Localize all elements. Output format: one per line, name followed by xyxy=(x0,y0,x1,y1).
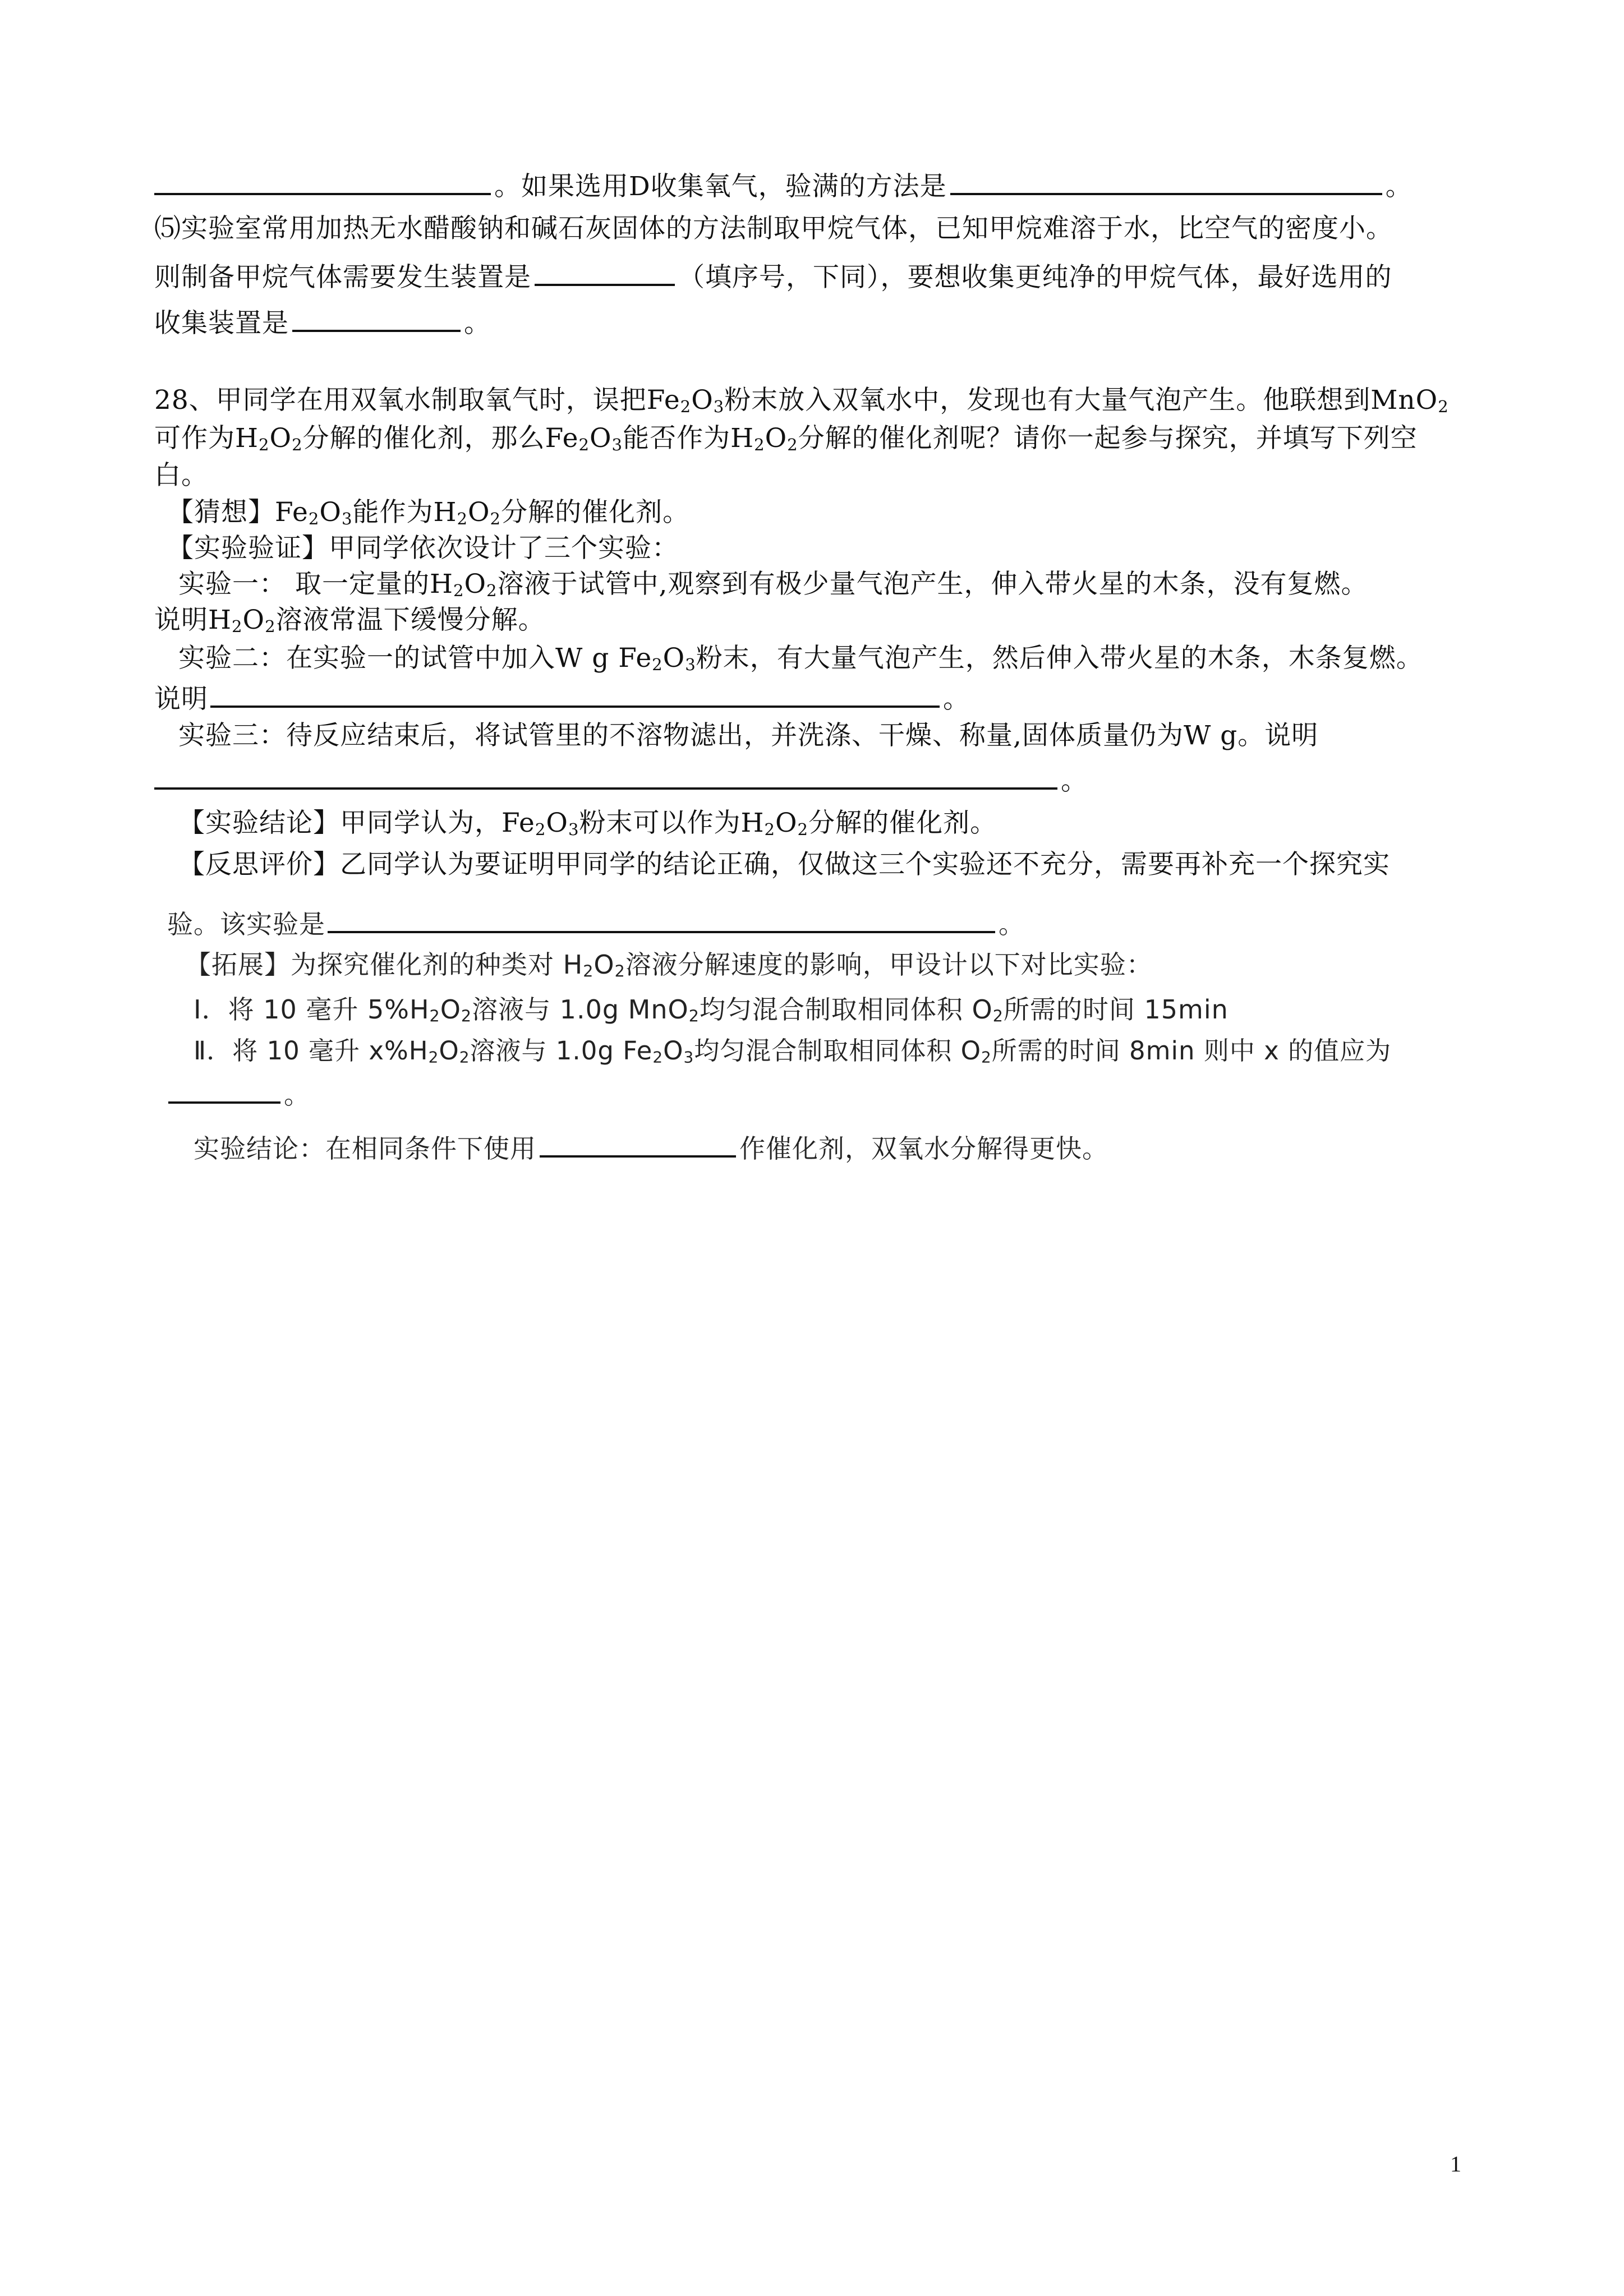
q28-exp-i: Ⅰ．将 10 毫升 $5\%H_2O_2$溶液与 1.0g MnO$_2$均匀混合制取相同体积 $O_2$所需的时间 15min xyxy=(194,994,1229,1026)
answer-blank[interactable] xyxy=(210,679,940,708)
answer-blank[interactable] xyxy=(292,303,461,332)
q27-line-2: ⑸实验室常用加热无水醋酸钠和碱石灰固体的方法制取甲烷气体，已知甲烷难溶于水，比空气的密度小。 xyxy=(154,213,1393,244)
q27-line-3: 则制备甲烷气体需要发生装置是 （填序号，下同），要想收集更纯净的甲烷气体，最好选用的 xyxy=(154,257,1392,294)
q28-final: 实验结论：在相同条件下使用 作催化剂，双氧水分解得更快。 xyxy=(194,1128,1108,1165)
answer-blank[interactable] xyxy=(535,257,675,286)
q28-expand: 【拓展】为探究催化剂的种类对 $H_2O_2$溶液分解速度的影响，甲设计以下对比实验： xyxy=(185,949,1153,981)
page-number: 1 xyxy=(1450,2151,1461,2177)
q28-intro-3: 白。 xyxy=(154,460,208,491)
q28-intro-1: 28、甲同学在用双氧水制取氧气时，误把$Fe_2O_3$粉末放入双氧水中，发现也有大量气泡产生。他联想到MnO$_2$ xyxy=(154,385,1449,416)
q28-exp2-b: 说明 。 xyxy=(154,679,970,716)
answer-blank[interactable] xyxy=(168,1075,280,1104)
q28-exp3-a: 实验三：待反应结束后，将试管里的不溶物滤出，并洗涤、干燥、称量,固体质量仍为W g。说明 xyxy=(178,720,1319,751)
q28-exp1-a: 实验一： 取一定量的$H_2O_2$溶液于试管中,观察到有极少量气泡产生，伸入带火星的木条，没有复燃。 xyxy=(178,569,1368,600)
q28-exp-ii-blank: 。 xyxy=(168,1075,310,1112)
answer-blank[interactable] xyxy=(328,904,995,933)
q28-verify: 【实验验证】甲同学依次设计了三个实验： xyxy=(167,533,679,564)
answer-blank[interactable] xyxy=(540,1128,736,1158)
q27-line-4: 收集装置是 。 xyxy=(154,303,491,340)
q28-exp3-b: 。 xyxy=(154,760,1088,798)
answer-blank[interactable] xyxy=(154,166,491,195)
answer-blank[interactable] xyxy=(950,166,1382,195)
q27-line-1: 。如果选用D收集氧气，验满的方法是 。 xyxy=(154,166,1413,204)
q28-conclusion: 【实验结论】甲同学认为，$Fe_2O_3$粉末可以作为$H_2O_2$分解的催化剂。 xyxy=(178,808,997,839)
q28-exp-ii: Ⅱ．将 10 毫升 $x\%H_2O_2$溶液与 1.0g $Fe_2O_3$均匀混合制取相同体积 $O_2$所需的时间 8min 则中 x 的值应为 xyxy=(194,1036,1392,1067)
q28-intro-2: 可作为$H_2O_2$分解的催化剂，那么$Fe_2O_3$能否作为$H_2O_2$分解的催化剂呢？请你一起参与探究，并填写下列空 xyxy=(154,423,1418,454)
q28-exp2-a: 实验二：在实验一的试管中加入W g $Fe_2O_3$粉末，有大量气泡产生，然后伸入带火星的木条，木条复燃。 xyxy=(178,643,1423,674)
q28-reflect-b: 验。该实验是 。 xyxy=(167,904,1025,941)
q28-reflect-a: 【反思评价】乙同学认为要证明甲同学的结论正确，仅做这三个实验还不充分，需要再补充一个探究实 xyxy=(178,849,1390,880)
answer-blank[interactable] xyxy=(154,760,1057,790)
q28-exp1-b: 说明$H_2O_2$溶液常温下缓慢分解。 xyxy=(154,605,545,636)
q28-guess: 【猜想】$Fe_2O_3$能作为$H_2O_2$分解的催化剂。 xyxy=(167,497,690,528)
